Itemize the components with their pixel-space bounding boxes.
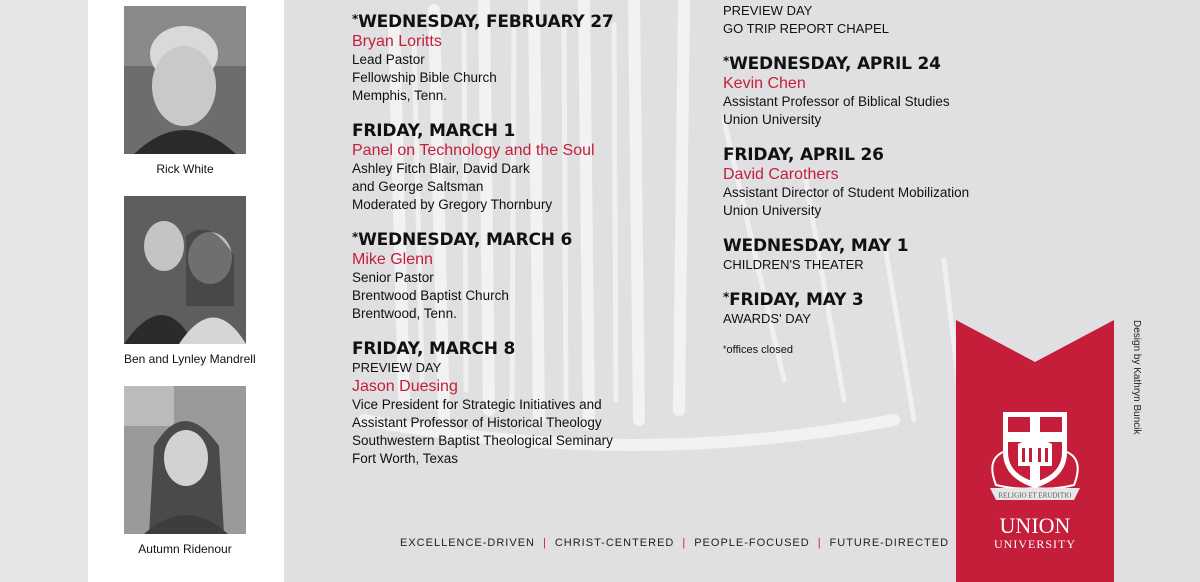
event-type: GO TRIP REPORT CHAPEL	[723, 21, 889, 36]
speaker-detail: Senior Pastor	[352, 270, 434, 285]
speaker-detail: Fort Worth, Texas	[352, 451, 459, 466]
event-date	[723, 145, 1023, 165]
event-date-text: WEDNESDAY, MARCH 6	[358, 230, 573, 250]
speaker-detail: and George Saltsman	[352, 179, 484, 194]
photo-caption: Ben and Lynley Mandrell	[124, 352, 256, 366]
values-tagline	[400, 537, 949, 549]
logo-name-university: UNIVERSITY	[994, 537, 1076, 551]
logo-motto: RELIGIO ET ERUDITIO	[998, 491, 1072, 500]
tagline-item: CHRIST-CENTERED	[554, 537, 675, 549]
event-date-text: WEDNESDAY, FEBRUARY 27	[358, 12, 614, 32]
photo-caption: Rick White	[156, 162, 214, 176]
event	[352, 121, 662, 214]
event-date	[723, 290, 1023, 310]
speaker-detail: Union University	[723, 203, 822, 218]
speaker-name: Kevin Chen	[723, 75, 806, 92]
person-card	[124, 386, 246, 556]
event-continued	[723, 2, 1023, 38]
closed-marker: *	[723, 54, 730, 68]
speaker-detail: Brentwood Baptist Church	[352, 288, 509, 303]
speaker-detail: Memphis, Tenn.	[352, 88, 448, 103]
speaker-detail: Brentwood, Tenn.	[352, 306, 457, 321]
event-date-text: FRIDAY, MARCH 8	[352, 339, 516, 359]
tagline-item: FUTURE-DIRECTED	[829, 537, 950, 549]
event-date	[352, 121, 662, 141]
design-credit-text: Design by Kathryn Buncik	[1131, 320, 1142, 435]
event	[723, 54, 1023, 129]
speaker-detail: Vice President for Strategic Initiatives and	[352, 397, 602, 412]
event-date-text: WEDNESDAY, MAY 1	[723, 236, 909, 256]
closed-marker: *	[723, 290, 730, 304]
event-type: AWARDS' DAY	[723, 311, 811, 326]
event-date-text: WEDNESDAY, APRIL 24	[729, 54, 941, 74]
speaker-detail: Southwestern Baptist Theological Seminary	[352, 433, 613, 448]
speaker-detail: Fellowship Bible Church	[352, 70, 497, 85]
event	[352, 12, 662, 105]
tagline-separator: |	[817, 537, 822, 549]
speaker-detail: Assistant Director of Student Mobilization	[723, 185, 970, 200]
person-card	[124, 196, 256, 366]
portrait-photo	[124, 6, 246, 154]
schedule-column-left	[352, 12, 662, 484]
event-date-text: FRIDAY, MAY 3	[729, 290, 864, 310]
portrait-photo	[124, 196, 246, 344]
footnote-text: offices closed	[726, 344, 793, 356]
closed-marker: *	[723, 344, 727, 354]
event	[723, 145, 1023, 220]
speaker-name: Mike Glenn	[352, 251, 433, 268]
speaker-detail: Moderated by Gregory Thornbury	[352, 197, 553, 212]
speaker-detail: Union University	[723, 112, 822, 127]
university-logo-banner	[956, 320, 1114, 582]
event-type: CHILDREN'S THEATER	[723, 257, 864, 272]
event-type: PREVIEW DAY	[352, 360, 442, 375]
speaker-name: David Carothers	[723, 166, 839, 183]
speaker-name: Bryan Loritts	[352, 33, 442, 50]
photo-caption: Autumn Ridenour	[138, 542, 232, 556]
event-date	[352, 339, 662, 359]
tagline-separator: |	[542, 537, 547, 549]
speaker-detail: Ashley Fitch Blair, David Dark	[352, 161, 530, 176]
speaker-name: Jason Duesing	[352, 378, 458, 395]
person-card	[124, 6, 246, 176]
tagline-separator: |	[682, 537, 687, 549]
event-date	[723, 54, 1023, 74]
event-date-text: FRIDAY, APRIL 26	[723, 145, 884, 165]
portrait-photo	[124, 386, 246, 534]
event-date	[352, 12, 662, 32]
closed-marker: *	[352, 230, 359, 244]
schedule-column-right	[723, 2, 1023, 356]
event	[723, 236, 1023, 274]
event-date	[352, 230, 662, 250]
event-type: PREVIEW DAY	[723, 3, 813, 18]
closed-marker: *	[352, 12, 359, 26]
logo-name-union: UNION	[999, 513, 1071, 538]
speaker-detail: Assistant Professor of Biblical Studies	[723, 94, 950, 109]
left-margin	[0, 0, 88, 582]
event	[352, 230, 662, 323]
speaker-detail: Lead Pastor	[352, 52, 425, 67]
design-credit	[1130, 320, 1144, 460]
tagline-item: PEOPLE-FOCUSED	[694, 537, 810, 549]
photo-panel	[88, 0, 284, 582]
event	[352, 339, 662, 468]
event-date-text: FRIDAY, MARCH 1	[352, 121, 516, 141]
speaker-detail: Assistant Professor of Historical Theology	[352, 415, 602, 430]
speaker-name: Panel on Technology and the Soul	[352, 142, 595, 159]
event-date	[723, 236, 1023, 256]
tagline-item: EXCELLENCE-DRIVEN	[400, 537, 535, 549]
